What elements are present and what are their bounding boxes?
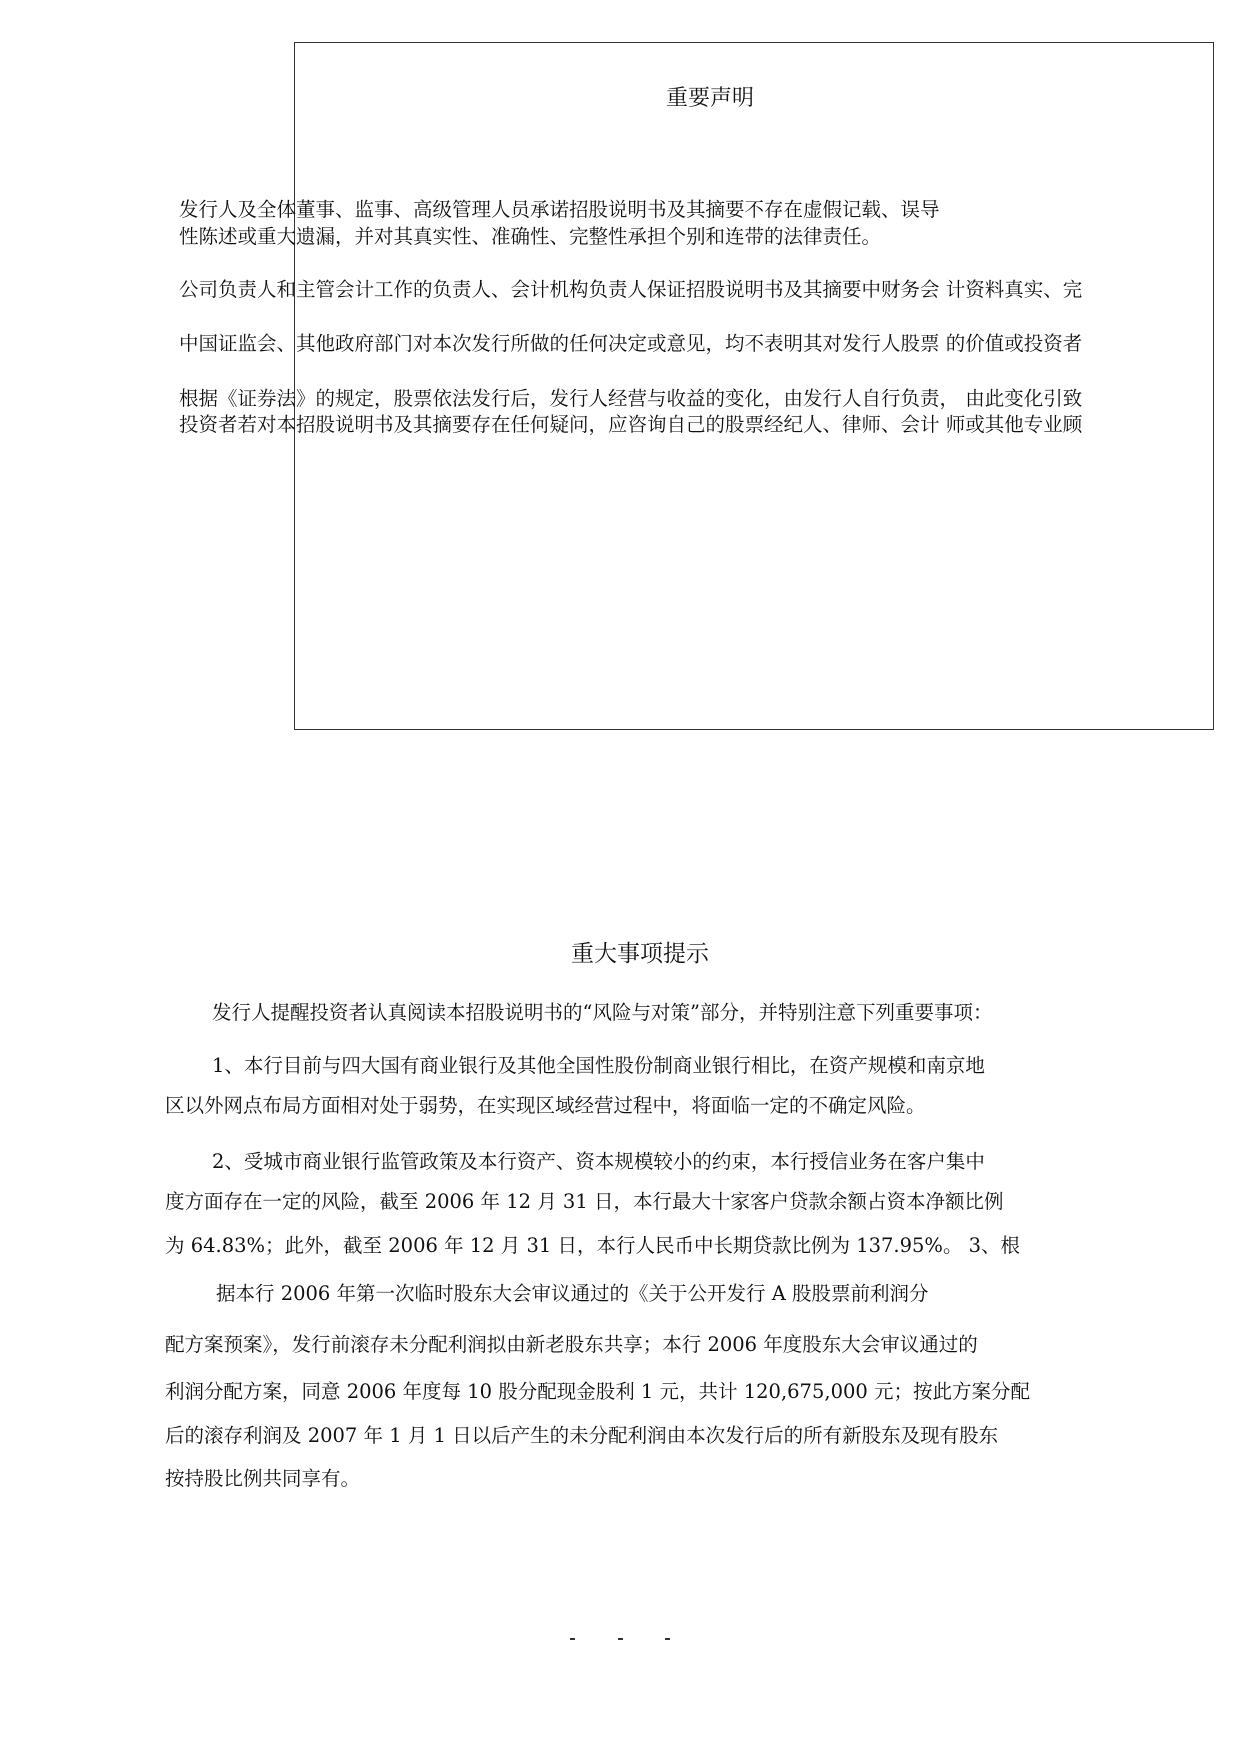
- page-mark: [665, 1638, 670, 1640]
- notice-line: 利润分配方案，同意 2006 年度每 10 股分配现金股利 1 元，共计 120,675,000 元；按此方案分配: [165, 1380, 1030, 1403]
- notice-line: 2、受城市商业银行监管政策及本行资产、资本规模较小的约束，本行授信业务在客户集中: [212, 1150, 985, 1173]
- notice-line: 据本行 2006 年第一次临时股东大会审议通过的《关于公开发行 A 股股票前利润分: [216, 1282, 929, 1305]
- page-mark: [570, 1638, 575, 1640]
- notice-line: 按持股比例共同享有。: [165, 1467, 361, 1490]
- notice-line: 配方案预案》，发行前滚存未分配利润拟由新老股东共享；本行 2006 年度股东大会审议通过的: [165, 1333, 978, 1356]
- declaration-line: 根据《证券法》的规定，股票依法发行后，发行人经营与收益的变化，由发行人自行负责， 由此变化引致: [179, 387, 1083, 410]
- declaration-line: 投资者若对本招股说明书及其摘要存在任何疑问，应咨询自己的股票经纪人、律师、会计 师或其他专业顾: [179, 413, 1083, 436]
- declaration-line: 发行人及全体董事、监事、高级管理人员承诺招股说明书及其摘要不存在虚假记载、误导: [179, 198, 940, 221]
- notice-line: 1、本行目前与四大国有商业银行及其他全国性股份制商业银行相比，在资产规模和南京地: [212, 1054, 985, 1077]
- notice-line: 发行人提醒投资者认真阅读本招股说明书的“风险与对策”部分，并特别注意下列重要事项：: [212, 1001, 993, 1024]
- notice-title: 重大事项提示: [571, 941, 709, 967]
- notice-line: 度方面存在一定的风险，截至 2006 年 12 月 31 日，本行最大十家客户贷款余额占资本净额比例: [165, 1190, 1004, 1213]
- notice-line: 为 64.83%；此外，截至 2006 年 12 月 31 日，本行人民币中长期贷款比例为 137.95%。 3、根: [165, 1234, 1021, 1257]
- page-mark: [618, 1638, 623, 1640]
- notice-line: 后的滚存利润及 2007 年 1 月 1 日以后产生的未分配利润由本次发行后的所有新股东及现有股东: [165, 1424, 999, 1447]
- notice-line: 区以外网点布局方面相对处于弱势，在实现区域经营过程中，将面临一定的不确定风险。: [165, 1094, 926, 1117]
- declaration-line: 性陈述或重大遗漏，并对其真实性、准确性、完整性承担个别和连带的法律责任。: [179, 225, 882, 248]
- declaration-line: 中国证监会、其他政府部门对本次发行所做的任何决定或意见，均不表明其对发行人股票 的价值或投资者: [179, 332, 1083, 355]
- declaration-title: 重要声明: [665, 86, 754, 111]
- page-number-marks: [570, 1632, 670, 1646]
- declaration-line: 公司负责人和主管会计工作的负责人、会计机构负责人保证招股说明书及其摘要中财务会 计资料真实、完: [179, 278, 1083, 301]
